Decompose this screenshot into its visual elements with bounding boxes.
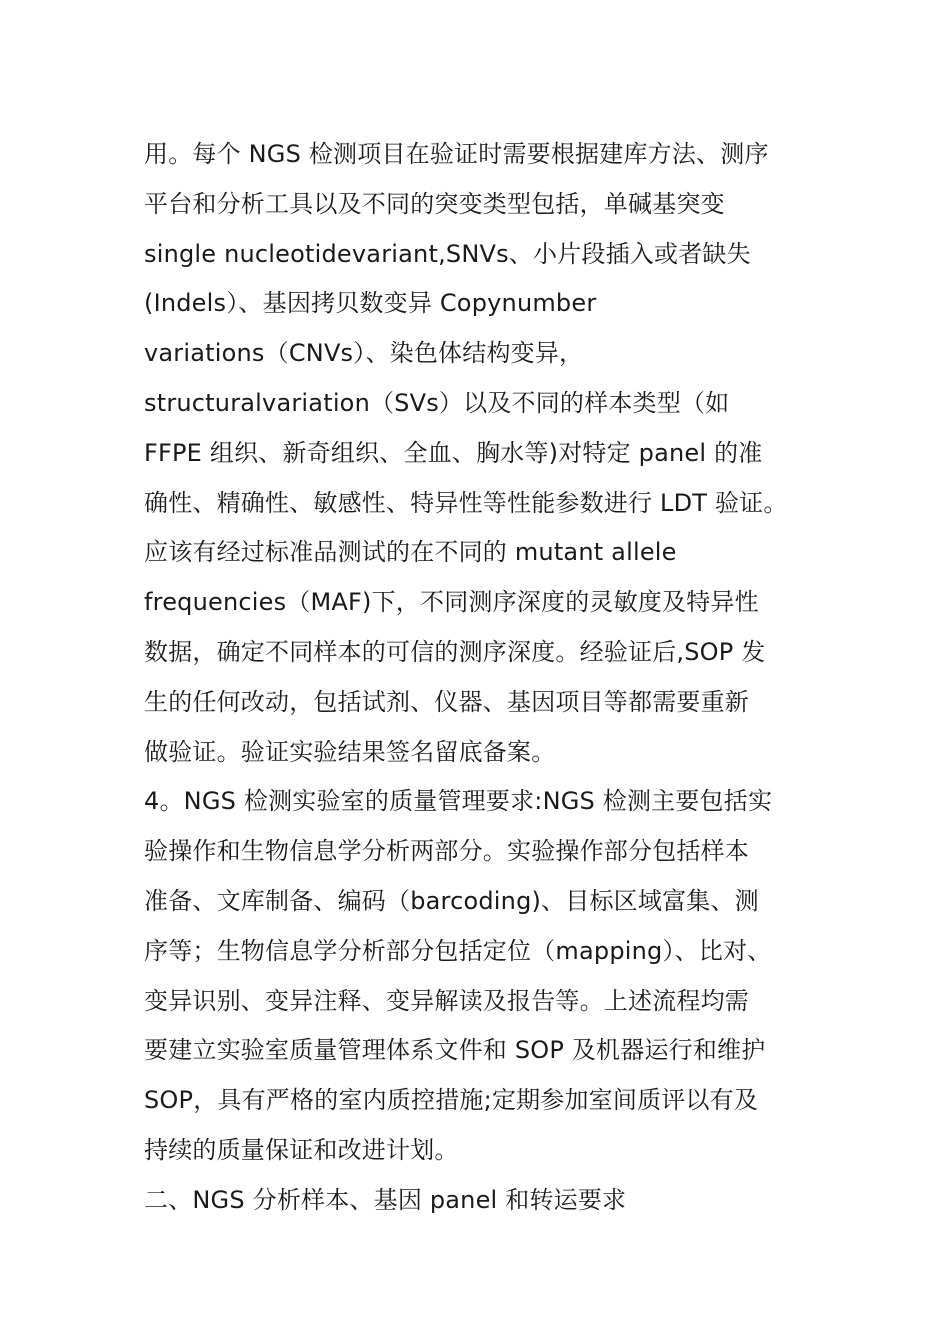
text-line: 应该有经过标准品测试的在不同的 mutant allele: [144, 538, 677, 567]
text-line: 持续的质量保证和改进计划。: [144, 1135, 459, 1164]
text-line: 做验证。验证实验结果签名留底备案。: [144, 737, 556, 766]
text-line: 4。NGS 检测实验室的质量管理要求:NGS 检测主要包括实: [144, 787, 773, 816]
text-line: 数据，确定不同样本的可信的测序深度。经验证后,SOP 发: [144, 637, 766, 666]
text-line: 确性、精确性、敏感性、特异性等性能参数进行 LDT 验证。: [144, 488, 788, 517]
text-line: frequencies（MAF)下，不同测序深度的灵敏度及特异性: [144, 588, 759, 617]
text-line: 生的任何改动，包括试剂、仪器、基因项目等都需要重新: [144, 687, 749, 716]
body-text: [144, 130, 824, 1226]
text-line: single nucleotidevariant,SNVs、小片段插入或者缺失: [144, 239, 751, 268]
text-line: 要建立实验室质量管理体系文件和 SOP 及机器运行和维护: [144, 1036, 766, 1065]
text-line: 序等；生物信息学分析部分包括定位（mapping）、比对、: [144, 936, 772, 965]
text-line: (Indels）、基因拷贝数变异 Copynumber: [144, 289, 597, 318]
text-line: structuralvariation（SVs）以及不同的样本类型（如: [144, 388, 730, 417]
text-line: 用。每个 NGS 检测项目在验证时需要根据建库方法、测序: [144, 140, 769, 168]
text-line: 平台和分析工具以及不同的突变类型包括，单碱基突变: [144, 189, 725, 218]
text-line: 变异识别、变异注释、变异解读及报告等。上述流程均需: [144, 986, 749, 1015]
text-line: 验操作和生物信息学分析两部分。实验操作部分包括样本: [144, 837, 749, 866]
text-line: variations（CNVs）、染色体结构变异，: [144, 339, 584, 368]
text-line: SOP，具有严格的室内质控措施;定期参加室间质评以有及: [144, 1086, 759, 1115]
text-line: FFPE 组织、新奇组织、全血、胸水等)对特定 panel 的准: [144, 438, 763, 467]
section-heading: 二、NGS 分析样本、基因 panel 和转运要求: [144, 1185, 627, 1214]
text-line: 准备、文库制备、编码（barcoding)、目标区域富集、测: [144, 886, 759, 915]
